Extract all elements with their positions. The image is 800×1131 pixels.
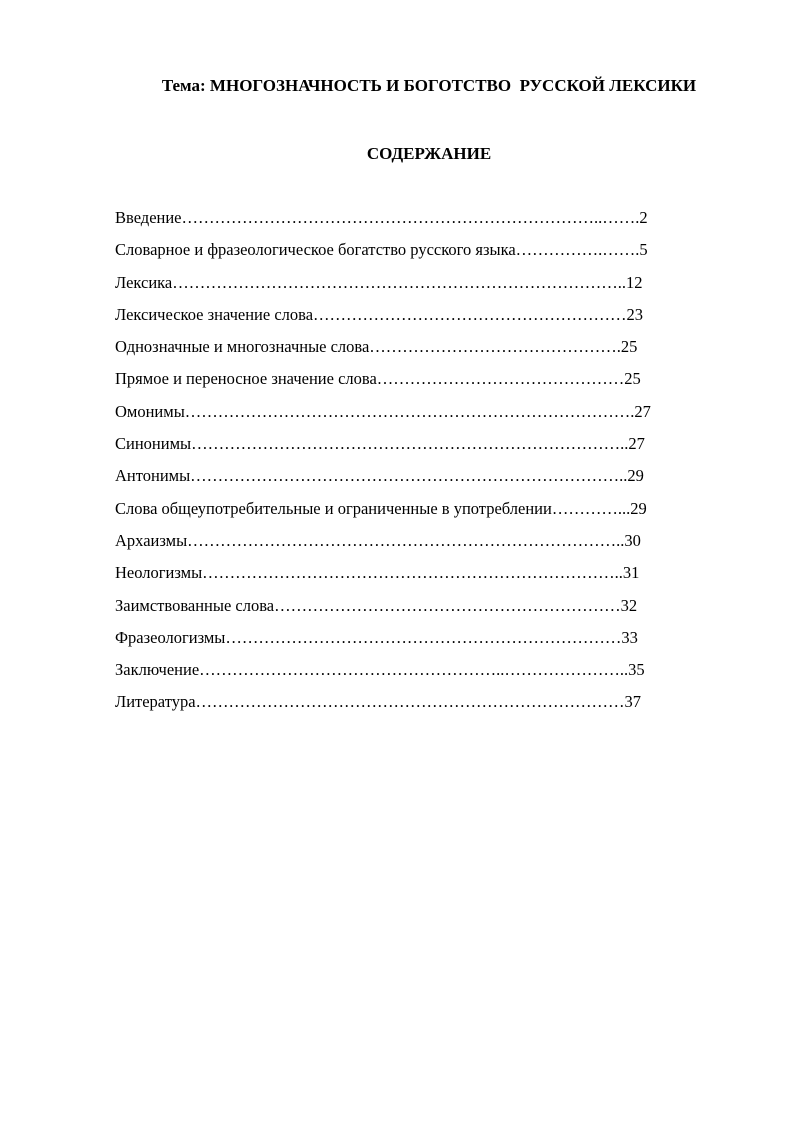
toc-entry: Словарное и фразеологическое богатство русского языка…………….…….5 (115, 240, 648, 260)
toc-entry: Лексическое значение слова…………………………………………………23 (115, 304, 644, 324)
table-of-contents (115, 206, 651, 723)
toc-entry: Фразеологизмы………………………………………………………………33 (115, 627, 638, 647)
toc-entry: Введение…………………………………………………………………..…….2 (115, 208, 648, 227)
toc-entry: Заимствованные слова………………………………………………………32 (115, 595, 638, 615)
toc-entry: Прямое и переносное значение слова………………………………………25 (115, 369, 641, 389)
contents-heading: СОДЕРЖАНИЕ (366, 144, 492, 163)
toc-entry: Однозначные и многозначные слова……………………………………….25 (115, 337, 638, 357)
toc-entry: Архаизмы……………………………………………………………………..30 (115, 530, 641, 550)
toc-entry: Антонимы……………………………………………………………………..29 (115, 466, 644, 486)
toc-entry: Литература……………………………………………………………………37 (115, 692, 642, 712)
toc-entry: Слова общеупотребительные и ограниченные в употреблении…………...29 (115, 498, 647, 518)
toc-entry: Заключение………………………………………………..…………………..35 (115, 660, 645, 680)
toc-entry: Омонимы……………………………………………………………………….27 (115, 401, 651, 421)
toc-entry: Лексика………………………………………………………………………..12 (115, 272, 643, 292)
toc-entry: Неологизмы…………………………………………………………………..31 (115, 563, 640, 583)
toc-entry: Синонимы……………………………………………………………………..27 (115, 434, 645, 454)
document-title: Тема: МНОГОЗНАЧНОСТЬ И БОГОТСТВО РУССКОЙ ЛЕКСИКИ (161, 76, 697, 95)
